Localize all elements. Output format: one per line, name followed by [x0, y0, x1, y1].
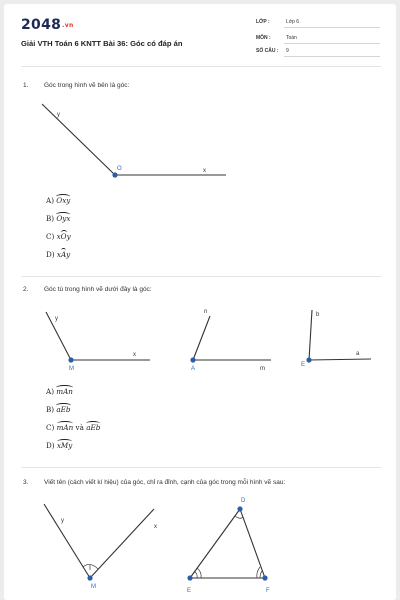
angle-symbol: xMy	[56, 441, 73, 450]
ray-label-b: b	[316, 312, 320, 318]
meta-value-count: 9	[286, 48, 289, 54]
option-b[interactable]: B) aEb	[46, 405, 71, 414]
vertex-label-e: E	[187, 588, 192, 594]
question-number: 2.	[23, 286, 29, 293]
question-number: 3.	[23, 479, 29, 486]
ray-label-a: a	[356, 351, 360, 357]
ray-label-y: y	[61, 518, 64, 524]
meta-label-subject: MÔN :	[256, 35, 271, 41]
ray-label-x: x	[203, 168, 206, 174]
vertex-label-m: M	[69, 366, 74, 372]
vertex-dot	[237, 506, 242, 511]
meta-value-subject: Toán	[286, 35, 297, 41]
ray-label-m: m	[260, 366, 265, 372]
ray-label-x: x	[154, 524, 157, 530]
angle-symbol: aEb	[86, 423, 101, 432]
option-b[interactable]: B) Oyx	[46, 214, 71, 223]
question-text: Viết tên (cách viết kí hiệu) của góc, chỉ ra đỉnh, cạnh của góc trong mỗi hình vẽ sau:	[44, 479, 286, 486]
question-text: Góc trong hình vẽ bên là góc:	[44, 82, 130, 89]
logo-text: 2048	[21, 17, 62, 33]
option-d[interactable]: D) xAy	[46, 250, 71, 259]
logo-suffix: .vn	[62, 21, 74, 29]
meta-value-class: Lớp 6	[286, 19, 300, 25]
angle-symbol: mAn	[56, 387, 73, 396]
vertex-label-f: F	[266, 588, 270, 594]
option-c[interactable]: C) mAn và aEb	[46, 423, 101, 432]
figure-q3	[4, 4, 396, 600]
vertex-label-d: D	[241, 498, 246, 504]
document-title: Giải VTH Toán 6 KNTT Bài 36: Góc có đáp án	[21, 39, 183, 48]
vertex-label-o: O	[117, 166, 122, 172]
ray-label-y: y	[55, 316, 58, 322]
meta-label-class: LỚP :	[256, 19, 270, 25]
option-a[interactable]: A) Oxy	[46, 196, 71, 205]
question-number: 1.	[23, 82, 29, 89]
ray-label-x: x	[133, 352, 136, 358]
angle-symbol: mAn	[56, 423, 74, 432]
question-text: Góc tù trong hình vẽ dưới đây là góc:	[44, 286, 152, 293]
vertex-label-a: A	[191, 366, 196, 372]
vertex-label-e: E	[301, 362, 306, 368]
vertex-dot	[87, 575, 92, 580]
option-a[interactable]: A) mAn	[46, 387, 73, 396]
angle-symbol: Oxy	[56, 196, 71, 205]
document-page	[4, 4, 396, 600]
option-d[interactable]: D) xMy	[46, 441, 73, 450]
ray-label-n: n	[204, 309, 208, 315]
vertex-dot	[187, 575, 192, 580]
meta-label-count: SỐ CÂU :	[256, 48, 279, 54]
option-c[interactable]: C) xOy	[46, 232, 71, 241]
vertex-label-m: M	[91, 584, 96, 590]
ray-label-y: y	[57, 112, 60, 118]
angle-symbol: A	[60, 250, 67, 259]
vertex-dot	[262, 575, 267, 580]
angle-symbol: aEb	[56, 405, 71, 414]
angle-symbol: Oyx	[56, 214, 71, 223]
angle-symbol: O	[60, 232, 67, 241]
